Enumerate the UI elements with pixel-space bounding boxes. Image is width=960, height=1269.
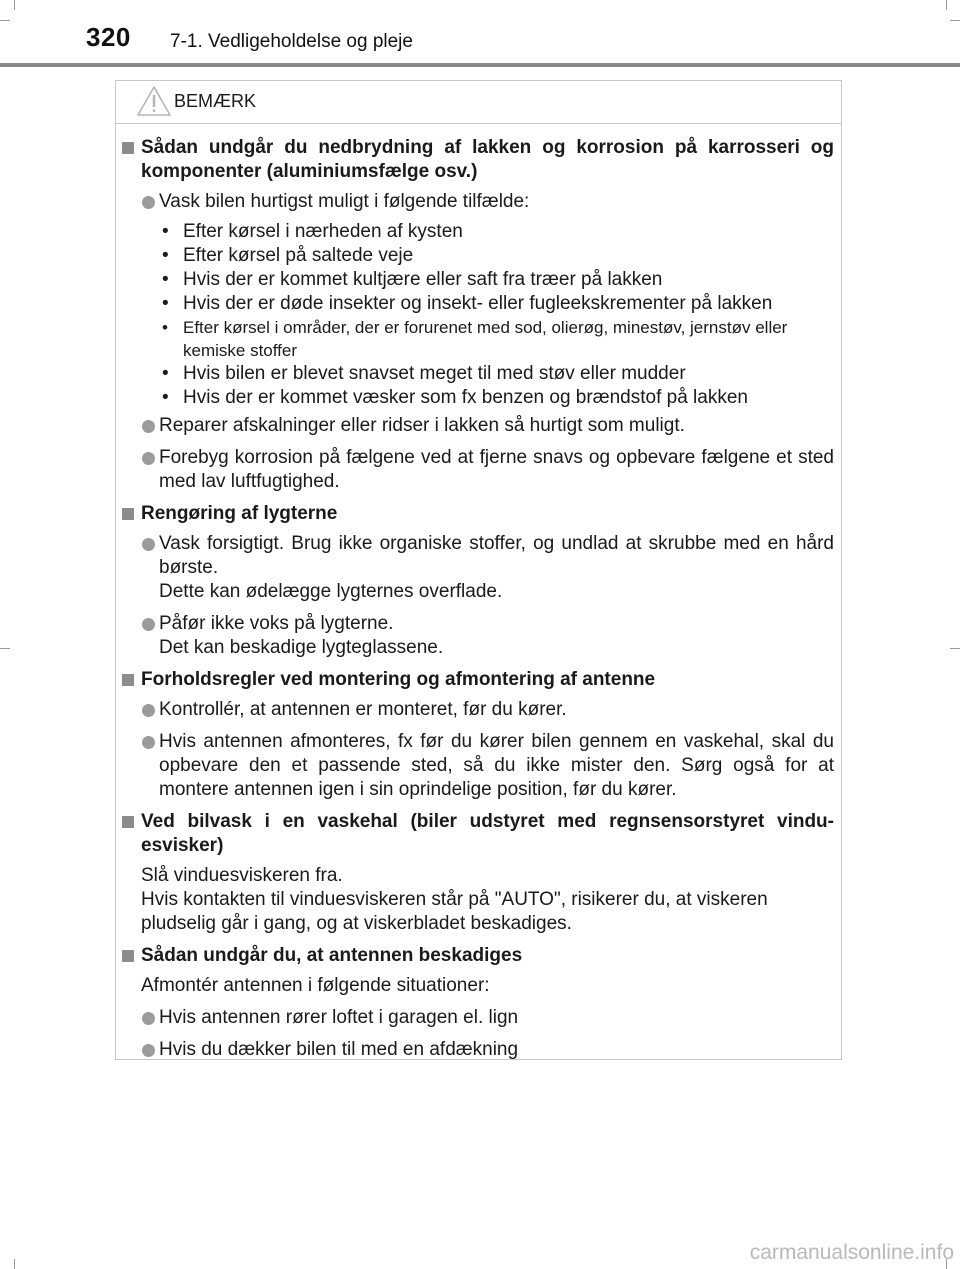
sub-list-item: • Efter kørsel i områder, der er forurenet med sod, olierøg, minestøv, jernstøv eller kemiske stoffer xyxy=(159,316,834,362)
bullet-item: Påfør ikke voks på lygterne. Det kan beskadige lygteglassene. xyxy=(122,612,834,660)
bullet-item: Forebyg korrosion på fælgene ved at fjerne snavs og opbevare fælgene et sted med lav luftfugtighed. xyxy=(122,446,834,494)
header-rule xyxy=(0,63,960,67)
notice-content xyxy=(122,136,834,1070)
section-heading: Rengøring af lygterne xyxy=(122,502,834,526)
bullet-item: Hvis du dækker bilen til med en afdækning xyxy=(122,1038,834,1062)
circle-bullet-icon xyxy=(142,420,155,433)
square-bullet-icon xyxy=(122,508,134,520)
crop-mark xyxy=(950,648,960,649)
bullet-note: Dette kan ødelægge lygternes overflade. xyxy=(159,581,503,602)
page-header xyxy=(0,0,960,66)
circle-bullet-icon xyxy=(142,1044,155,1057)
sub-list-item: • Efter kørsel i nærheden af kysten xyxy=(159,220,834,244)
paragraph: Slå vinduesviskeren fra. Hvis kontakten til vinduesviskeren står på "AUTO", risikerer du, at viskeren pludselig går i gang, og at viskerbladet beskadiges. xyxy=(141,865,768,934)
square-bullet-icon xyxy=(122,142,134,154)
square-bullet-icon xyxy=(122,816,134,828)
square-bullet-icon xyxy=(122,674,134,686)
notice-title: BEMÆRK xyxy=(174,91,257,111)
section-heading: Sådan undgår du nedbrydning af lakken og korrosion på karrosseri og komponenter (aluminiumsfælge osv.) xyxy=(122,136,834,184)
bullet-item: Vask forsigtigt. Brug ikke organiske stoffer, og undlad at skrubbe med en hård børste. Dette kan ødelægge lygternes overflade. xyxy=(122,532,834,604)
notice-header xyxy=(116,81,841,124)
circle-bullet-icon xyxy=(142,1012,155,1025)
circle-bullet-icon xyxy=(142,736,155,749)
square-bullet-icon xyxy=(122,950,134,962)
bullet-item: Vask bilen hurtigst muligt i følgende tilfælde: xyxy=(122,190,834,214)
bullet-note: Det kan beskadige lygteglassene. xyxy=(159,637,444,658)
notice-box xyxy=(115,80,842,1060)
circle-bullet-icon xyxy=(142,618,155,631)
bullet-item: Hvis antennen afmonteres, fx før du kører bilen gennem en vaskehal, skal du opbevare den et passende sted, så du ikke mister den. Sørg også for at montere antennen igen i sin oprindelige position, før du kører. xyxy=(122,730,834,802)
crop-mark xyxy=(0,648,10,649)
section-heading: Sådan undgår du, at antennen beskadiges xyxy=(122,944,834,968)
bullet-item: Hvis antennen rører loftet i garagen el. lign xyxy=(122,1006,834,1030)
sub-list-item: • Hvis der er døde insekter og insekt- eller fugleekskrementer på lakken xyxy=(159,292,834,316)
sub-list-item: • Hvis der er kommet væsker som fx benzen og brændstof på lakken xyxy=(159,386,834,410)
sub-list-item: • Hvis bilen er blevet snavset meget til med støv eller mudder xyxy=(159,362,834,386)
circle-bullet-icon xyxy=(142,452,155,465)
bullet-item: Kontrollér, at antennen er monteret, før du kører. xyxy=(122,698,834,722)
section-heading: Forholdsregler ved montering og afmontering af antenne xyxy=(122,668,834,692)
paragraph: Afmontér antennen i følgende situationer: xyxy=(141,975,490,996)
sub-list-item: • Efter kørsel på saltede veje xyxy=(159,244,834,268)
circle-bullet-icon xyxy=(142,538,155,551)
section-title: 7-1. Vedligeholdelse og pleje xyxy=(170,31,413,52)
page-number: 320 xyxy=(86,22,131,52)
section-heading: Ved bilvask i en vaskehal (biler udstyret med regnsensorstyret vindu-esvisker) xyxy=(122,810,834,858)
sub-list xyxy=(122,220,834,410)
sub-list-item: • Hvis der er kommet kultjære eller saft fra træer på lakken xyxy=(159,268,834,292)
crop-mark xyxy=(14,1259,15,1269)
watermark: carmanualsonline.info xyxy=(749,1241,954,1264)
circle-bullet-icon xyxy=(142,704,155,717)
circle-bullet-icon xyxy=(142,196,155,209)
warning-triangle-icon xyxy=(136,85,172,117)
bullet-item: Reparer afskalninger eller ridser i lakken så hurtigt som muligt. xyxy=(122,414,834,438)
